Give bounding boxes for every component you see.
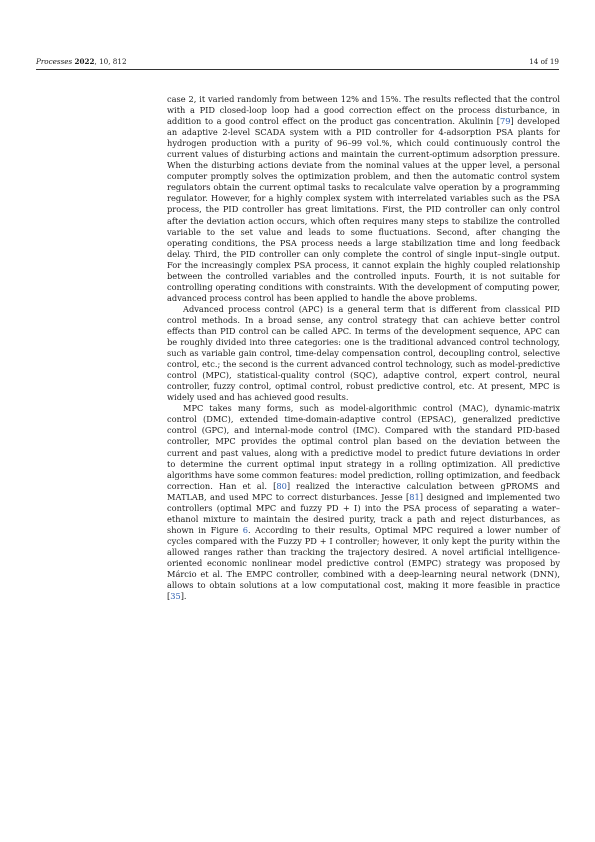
- journal-citation: [36, 55, 127, 69]
- paragraph: [167, 403, 560, 602]
- paragraph-text: ].: [180, 591, 187, 602]
- page-header: [36, 55, 559, 69]
- paragraph: [167, 94, 560, 304]
- journal-year: 2022: [74, 57, 95, 66]
- body-text: [167, 94, 560, 602]
- paragraph-text: ] designed and implemented two controllers (optimal MPC and fuzzy PD + I) into the PSA process of separating a water–ethanol mixture to maintain the desired purity, track a path and reject disturbances, as shown in Figure: [167, 491, 561, 535]
- journal-name: Processes: [36, 57, 73, 66]
- paragraph-text: case 2, it varied randomly from between 12% and 15%. The results reflected that the control with a PID closed-loop loop had a good correction effect on the process disturbance, in addition to a good control effect on the product gas concentration. Akulinin [: [167, 94, 560, 127]
- paragraph-text: Advanced process control (APC) is a general term that is different from classical PID control methods. In a broad sense, any control strategy that can achieve better control effects than PID control can be called APC. In terms of the development sequence, APC can be roughly divided into three categories: one is the traditional advanced control technology, such as variable gain control, time-delay compensation control, decoupling control, selective control, etc.; the second is the current advanced control technology, such as model-predictive control (MPC), statistical-quality control (SQC), adaptive control, expert control, neural controller, fuzzy control, optimal control, robust predictive control, etc. At present, MPC is widely used and has achieved good results.: [167, 303, 560, 403]
- citation-link[interactable]: 35: [170, 591, 181, 602]
- citation-link[interactable]: 81: [409, 491, 420, 502]
- citation-link[interactable]: 79: [500, 116, 511, 127]
- header-rule: [36, 69, 559, 70]
- paragraph-text: ] realized the interactive calculation between gPROMS and MATLAB, and used MPC to correct disturbances. Jesse [: [167, 480, 560, 502]
- journal-volume-page: , 10, 812: [94, 57, 127, 66]
- citation-link[interactable]: 80: [276, 480, 287, 491]
- citation-link[interactable]: 6: [242, 524, 249, 535]
- paragraph-text: MPC takes many forms, such as model-algorithmic control (MAC), dynamic-matrix control (DMC), extended time-domain-adaptive control (EPSAC), generalized predictive control (GPC), and internal-mode control (IMC). Compared with the standard PID-based controller, MPC provides the optimal control plan based on the deviation between the current and past values, along with a predictive model to predict future deviations in order to determine the current optimal input strategy in a rolling optimization. All predictive algorithms have some common features: model prediction, rolling optimization, and feedback correction. Han et al. [: [167, 403, 560, 491]
- page-number: 14 of 19: [529, 57, 559, 66]
- paragraph-text: . According to their results, Optimal MPC required a lower number of cycles compared with the Fuzzy PD + I controller; however, it only kept the purity within the allowed ranges rather than tracking the trajectory desired. A novel artificial intelligence-oriented economic nonlinear model predictive control (EMPC) strategy was proposed by Márcio et al. The EMPC controller, combined with a deep-learning neural network (DNN), allows to obtain solutions at a low computational cost, making it more feasible in practice [: [167, 524, 560, 602]
- paragraph-text: ] developed an adaptive 2-level SCADA system with a PID controller for 4-adsorption PSA plants for hydrogen production with a purity of 96–99 vol.%, which could continuously control the current values of disturbing actions and maintain the current-optimum adsorption pressure. When the disturbing actions deviate from the nominal values at the upper level, a personal computer promptly solves the optimization problem, and then the automatic control system regulators obtain the current optimal tasks to recalculate valve operation by a programming regulator. However, for a highly complex system with interrelated variables such as the PSA process, the PID controller has great limitations. First, the PID controller can only control after the deviation action occurs, which often requires many steps to stabilize the controlled variable to the set value and leads to some fluctuations. Second, after changing the operating conditions, the PSA process needs a large stabilization time and long feedback delay. Third, the PID controller can only complete the control of single input–single output. For the increasingly complex PSA process, it cannot explain the highly coupled relationship between the controlled variables and the controlled inputs. Fourth, it is not suitable for controlling operating conditions with constraints. With the development of computing power, advanced process control has been applied to handle the above problems.: [167, 116, 560, 303]
- paragraph: [167, 304, 560, 403]
